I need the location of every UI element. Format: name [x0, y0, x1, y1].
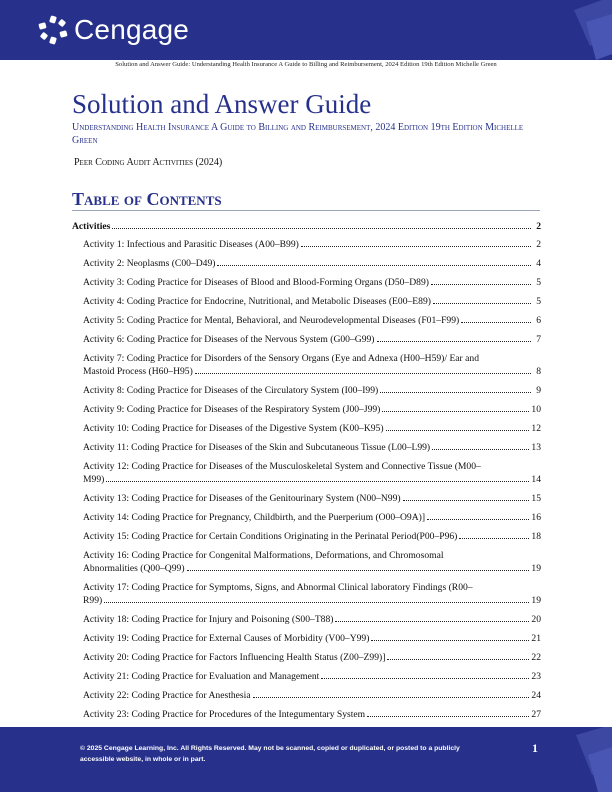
toc-heading: Table of Contents [72, 189, 222, 209]
toc-entry[interactable] [83, 422, 541, 435]
toc-page-number: 24 [531, 690, 541, 701]
toc-entry-text: Activity 7: Coding Practice for Disorders of the Sensory Organs (Eye and Adnexa (H00–H59)/ Ear and [83, 353, 480, 364]
toc-entry[interactable] [83, 460, 541, 486]
toc-page-number: 19 [531, 595, 541, 606]
toc-entry[interactable] [83, 276, 541, 289]
toc-entry-text: Activity 10: Coding Practice for Diseases of the Digestive System (K00–K95) [83, 423, 384, 434]
dot-leader [321, 678, 529, 679]
toc-entry-text: Activity 11: Coding Practice for Diseases of the Skin and Subcutaneous Tissue (L00–L99) [83, 442, 431, 453]
toc-entry-continuation [83, 365, 541, 378]
toc-page-number: 27 [531, 709, 541, 720]
dot-leader [367, 716, 529, 717]
toc-entry[interactable] [83, 403, 541, 416]
dot-leader [371, 640, 529, 641]
dot-leader [301, 246, 531, 247]
dot-leader [433, 303, 531, 304]
header-band [0, 0, 612, 60]
toc-page-number: 2 [536, 239, 541, 250]
toc-page-number: 15 [531, 493, 541, 504]
toc-entry-text: Activity 20: Coding Practice for Factors Influencing Health Status (Z00–Z99)] [83, 652, 386, 663]
toc-divider [72, 210, 540, 211]
dot-leader [459, 538, 529, 539]
toc-entry-text: Activity 22: Coding Practice for Anesthesia [83, 690, 251, 701]
toc-page-number: 21 [531, 633, 541, 644]
toc-page-number: 10 [531, 404, 541, 415]
footer-band [0, 727, 612, 792]
dot-leader [386, 430, 530, 431]
toc-page-number: 12 [531, 423, 541, 434]
toc-entry-text: Activity 1: Infectious and Parasitic Diseases (A00–B99) [83, 239, 299, 250]
toc-entry-text: Activity 23: Coding Practice for Procedures of the Integumentary System [83, 709, 366, 720]
toc-entry-text: M99) [83, 474, 105, 485]
page-number: 1 [532, 741, 538, 755]
activity-label: Peer Coding Audit Activities (2024) [74, 157, 223, 168]
toc-page-number: 9 [536, 385, 541, 396]
toc-entry-text: Mastoid Process (H60–H95) [83, 366, 193, 377]
dot-leader [106, 481, 529, 482]
toc-entry[interactable] [83, 670, 541, 683]
toc-entry[interactable] [83, 708, 541, 721]
dot-leader [461, 322, 531, 323]
toc-entry-text: Activity 15: Coding Practice for Certain Conditions Originating in the Perinatal Period(P00–P96) [83, 531, 458, 542]
toc-entry[interactable] [83, 257, 541, 270]
toc-entry-text: Activity 2: Neoplasms (C00–D49) [83, 258, 216, 269]
toc-entry[interactable] [83, 441, 541, 454]
dot-leader [377, 341, 532, 342]
dot-leader [217, 265, 531, 266]
running-header: Solution and Answer Guide: Understanding Health Insurance A Guide to Billing and Reimbursement, 2024 Edition 19th Edition Michelle Green [115, 61, 497, 68]
toc-page-number: 2 [536, 221, 541, 232]
toc-page-number: 14 [531, 474, 541, 485]
toc-entry[interactable] [83, 384, 541, 397]
toc-page-number: 13 [531, 442, 541, 453]
toc-entry-text: Activity 9: Coding Practice for Diseases of the Respiratory System (J00–J99) [83, 404, 381, 415]
toc-entry-text: Abnormalities (Q00–Q99) [83, 563, 185, 574]
toc-entry-text: Activity 17: Coding Practice for Symptoms, Signs, and Abnormal Clinical laboratory Findings (R00– [83, 582, 473, 593]
copyright-line: © 2025 Cengage Learning, Inc. All Rights Reserved. May not be scanned, copied or duplicated, or posted to a publicly [80, 745, 460, 752]
toc-section-label: Activities [72, 221, 111, 232]
copyright-line: accessible website, in whole or in part. [80, 756, 206, 763]
toc-entry[interactable] [83, 549, 541, 575]
toc-page-number: 7 [536, 334, 541, 345]
toc-entry-continuation [83, 594, 541, 607]
header-decoration-icon [552, 0, 612, 60]
toc-page-number: 19 [531, 563, 541, 574]
dot-leader [335, 621, 529, 622]
cengage-mark-icon [38, 15, 68, 45]
toc-entry[interactable] [83, 689, 541, 702]
toc-entry-text: Activity 19: Coding Practice for External Causes of Morbidity (V00–Y99) [83, 633, 370, 644]
page-title: Solution and Answer Guide [72, 89, 372, 119]
dot-leader [112, 228, 531, 229]
dot-leader [431, 284, 531, 285]
toc-entry[interactable] [83, 238, 541, 251]
toc-page-number: 22 [531, 652, 541, 663]
dot-leader [380, 392, 531, 393]
toc-entry[interactable] [83, 492, 541, 505]
toc-entry-text: Activity 18: Coding Practice for Injury and Poisoning (S00–T88) [83, 614, 334, 625]
toc-entry[interactable] [83, 352, 541, 378]
toc-page-number: 8 [536, 366, 541, 377]
toc-entry[interactable] [83, 314, 541, 327]
toc-entry[interactable] [83, 295, 541, 308]
toc-entry-text: Activity 13: Coding Practice for Diseases of the Genitourinary System (N00–N99) [83, 493, 401, 504]
toc-entry[interactable] [83, 651, 541, 664]
toc-entry-text: Activity 8: Coding Practice for Diseases of the Circulatory System (I00–I99) [83, 385, 379, 396]
cengage-logo [38, 14, 189, 46]
toc-page-number: 20 [531, 614, 541, 625]
toc-entry[interactable] [83, 632, 541, 645]
dot-leader [432, 449, 529, 450]
dot-leader [187, 570, 530, 571]
toc-entry[interactable] [83, 530, 541, 543]
toc-page-number: 5 [536, 277, 541, 288]
toc-entry-continuation [83, 562, 541, 575]
page-subtitle: Understanding Health Insurance A Guide to Billing and Reimbursement, 2024 Edition 19th Edition Michelle Green [72, 122, 524, 146]
toc-entry[interactable] [83, 333, 541, 346]
copyright-notice [80, 743, 500, 765]
toc-entry[interactable] [83, 613, 541, 626]
toc-entry-text: R99) [83, 595, 103, 606]
dot-leader [104, 602, 529, 603]
footer-decoration-icon [552, 727, 612, 792]
toc-entry-text: Activity 5: Coding Practice for Mental, Behavioral, and Neurodevelopmental Diseases (F01–F99) [83, 315, 460, 326]
toc-entry-text: Activity 6: Coding Practice for Diseases of the Nervous System (G00–G99) [83, 334, 375, 345]
dot-leader [427, 519, 529, 520]
toc-entry-text: Activity 21: Coding Practice for Evaluation and Management [83, 671, 320, 682]
toc-entry-text: Activity 14: Coding Practice for Pregnancy, Childbirth, and the Puerperium (O00–O9A)] [83, 512, 426, 523]
dot-leader [387, 659, 529, 660]
toc-page-number: 18 [531, 531, 541, 542]
toc-page-number: 6 [536, 315, 541, 326]
dot-leader [403, 500, 530, 501]
toc-entry-continuation [83, 473, 541, 486]
toc-page-number: 23 [531, 671, 541, 682]
toc-page-number: 16 [531, 512, 541, 523]
toc-section-activities[interactable] [72, 220, 541, 233]
toc-page-number: 5 [536, 296, 541, 307]
toc-entry-text: Activity 4: Coding Practice for Endocrine, Nutritional, and Metabolic Diseases (E00–E89) [83, 296, 431, 307]
dot-leader [253, 697, 530, 698]
toc-entry-text: Activity 12: Coding Practice for Diseases of the Musculoskeletal System and Connective Tissue (M00– [83, 461, 481, 472]
toc-entry-text: Activity 3: Coding Practice for Diseases of Blood and Blood-Forming Organs (D50–D89) [83, 277, 429, 288]
dot-leader [195, 373, 531, 374]
brand-name: Cengage [74, 14, 190, 45]
toc-page-number: 4 [536, 258, 541, 269]
toc-entry[interactable] [83, 581, 541, 607]
table-of-contents [72, 220, 541, 727]
toc-entry[interactable] [83, 511, 541, 524]
toc-items [72, 238, 541, 721]
toc-entry-text: Activity 16: Coding Practice for Congenital Malformations, Deformations, and Chromosomal [83, 550, 444, 561]
dot-leader [382, 411, 529, 412]
